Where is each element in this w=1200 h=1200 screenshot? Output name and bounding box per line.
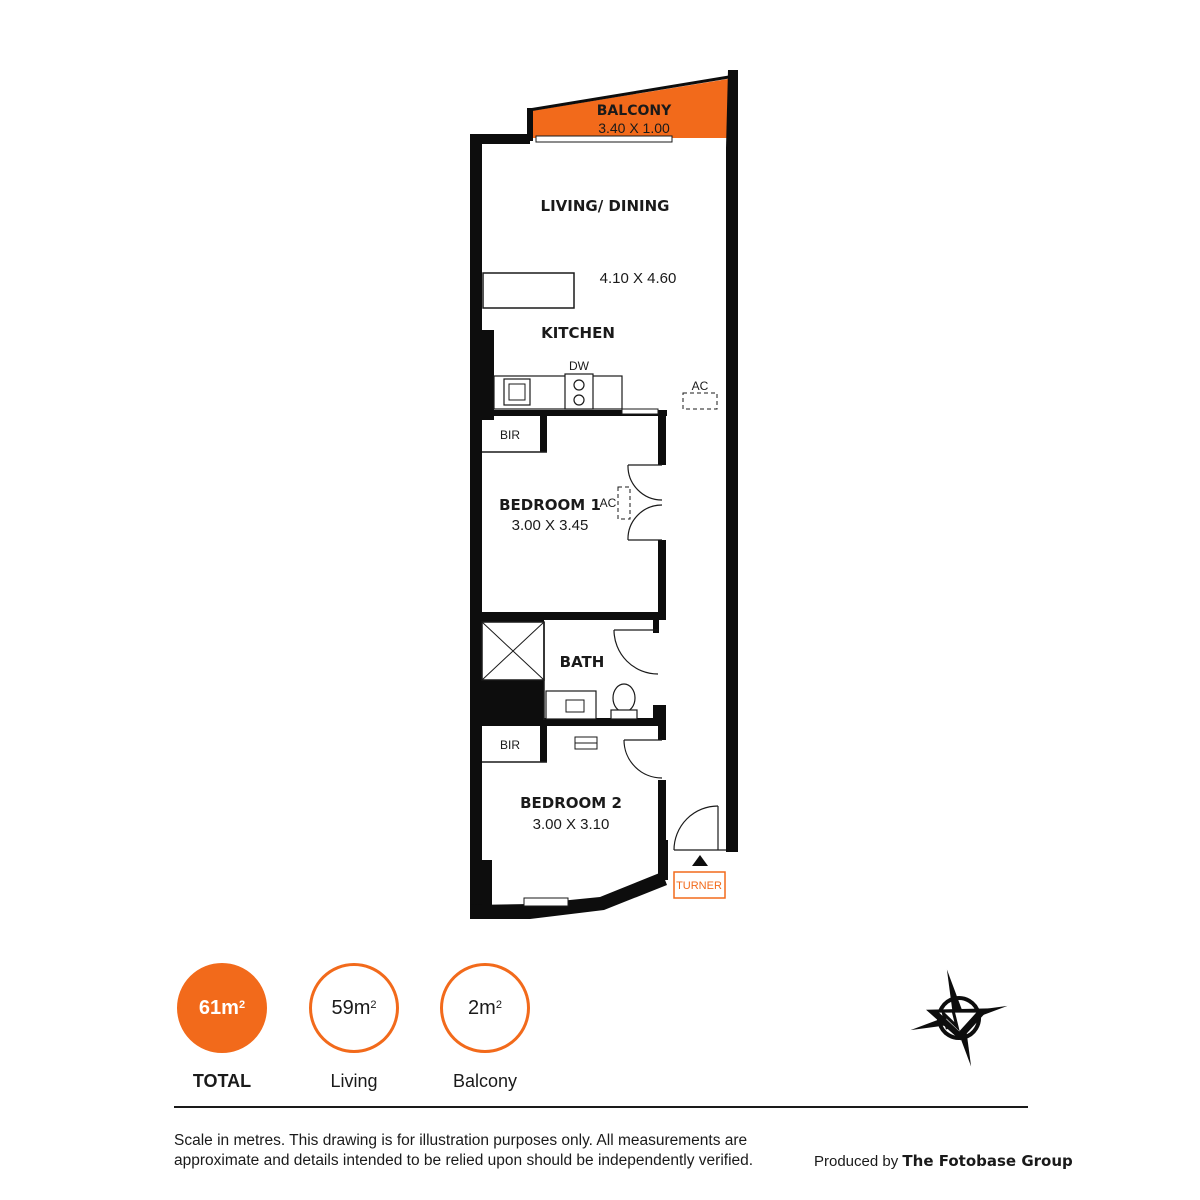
total-area-stat: [174, 963, 270, 1092]
total-area-sup: 2: [238, 999, 246, 1011]
total-area-circle: [177, 963, 267, 1053]
entry-arrow-icon: [692, 855, 708, 866]
bedroom1-label: BEDROOM 1: [499, 496, 601, 514]
kitchen-label: KITCHEN: [541, 324, 615, 342]
ac-living-label: AC: [691, 379, 709, 393]
living-label: LIVING/ DINING: [540, 197, 670, 215]
living-area-value: 59m: [331, 996, 371, 1019]
kitchen-island: [483, 273, 574, 308]
balcony-dims: 3.40 X 1.00: [598, 120, 670, 136]
credit-text: [814, 1151, 1073, 1172]
credit-name: The Fotobase Group: [902, 1152, 1073, 1170]
footer-divider: [174, 1106, 1028, 1108]
living-area-label: Living: [330, 1071, 378, 1091]
bedroom1-dims: 3.00 X 3.45: [511, 517, 589, 534]
balcony-area-stat: [437, 963, 533, 1092]
disclaimer-text: Scale in metres. This drawing is for illustration purposes only. All measurements are approximate and details intended to be relied upon should be independently verified.: [174, 1132, 754, 1169]
ac-bed1-label: AC: [599, 496, 617, 510]
living-dims: 4.10 X 4.60: [599, 270, 677, 287]
entry-label: TURNER: [676, 880, 722, 892]
bedroom2-door[interactable]: [624, 740, 662, 778]
living-area-circle: [309, 963, 399, 1053]
cooktop-icon: [565, 374, 593, 409]
bath-door[interactable]: [614, 630, 658, 674]
dishwasher-label: DW: [569, 359, 589, 373]
balcony-area-sup: 2: [495, 999, 502, 1011]
balcony-area-circle: [440, 963, 530, 1053]
balcony-area-label: Balcony: [452, 1071, 518, 1091]
balcony-label: BALCONY: [596, 103, 672, 119]
bir1-label: BIR: [499, 428, 521, 442]
window-bedroom2: [524, 898, 568, 906]
total-area-label: TOTAL: [192, 1071, 252, 1091]
balcony-area-value: 2m: [468, 996, 496, 1019]
entry-door[interactable]: [674, 806, 726, 850]
bath-label: BATH: [559, 653, 605, 671]
vanity-icon: [546, 691, 596, 719]
bir2-label: BIR: [499, 738, 521, 752]
living-area-sup: 2: [370, 999, 377, 1011]
credit-prefix: Produced by: [814, 1153, 899, 1170]
bedroom2-label: BEDROOM 2: [520, 794, 622, 812]
toilet-icon: [611, 684, 637, 719]
living-area-stat: [306, 963, 402, 1092]
compass-north-icon: [906, 965, 1012, 1071]
ac-unit-bed1: [618, 487, 630, 519]
bedroom1-door[interactable]: [628, 465, 662, 540]
ac-unit-living: [683, 393, 717, 409]
sink-icon: [504, 379, 530, 405]
bedroom2-dims: 3.00 X 3.10: [532, 816, 610, 833]
total-area-value: 61m: [198, 996, 239, 1019]
